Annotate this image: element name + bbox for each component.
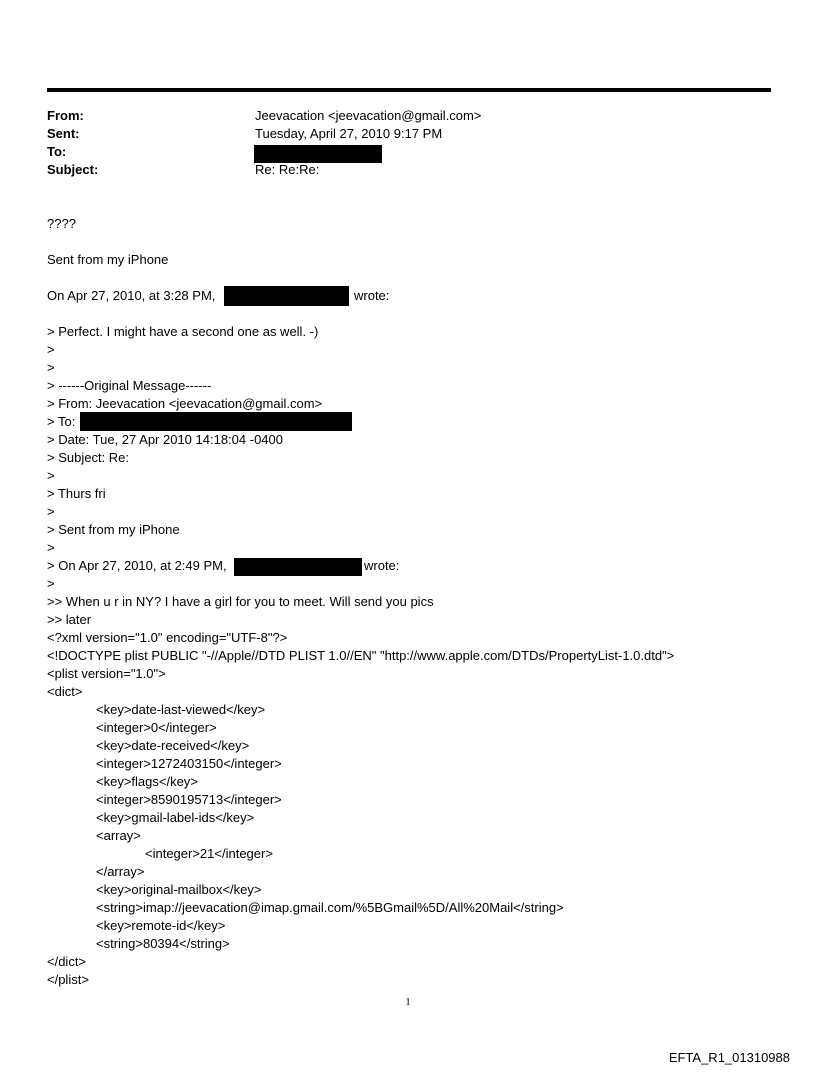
redaction-sender-2 [234, 558, 362, 576]
plist-line: <key>date-last-viewed</key> [96, 702, 266, 717]
from-label: From: [47, 108, 84, 123]
body-line: > [47, 342, 55, 357]
body-line: > On Apr 27, 2010, at 2:49 PM, [47, 558, 227, 573]
quote-intro-wrote: wrote: [354, 288, 390, 303]
body-line: > [47, 576, 55, 591]
plist-line: <key>gmail-label-ids</key> [96, 810, 255, 825]
body-line: ???? [47, 216, 76, 231]
plist-line: <dict> [47, 684, 83, 699]
subject-value: Re: Re:Re: [255, 162, 320, 177]
body-line: > To: [47, 414, 76, 429]
plist-line: <key>date-received</key> [96, 738, 250, 753]
page-number: 1 [405, 996, 411, 1008]
plist-line: </array> [96, 864, 145, 879]
plist-line: <string>imap://jeevacation@imap.gmail.com/%5BGmail%5D/All%20Mail</string> [96, 900, 564, 915]
body-line: > [47, 504, 55, 519]
plist-line: <integer>21</integer> [145, 846, 273, 861]
quote-intro: On Apr 27, 2010, at 3:28 PM, [47, 288, 216, 303]
from-value: Jeevacation <jeevacation@gmail.com> [255, 108, 482, 123]
to-label: To: [47, 144, 67, 159]
body-line: > Sent from my iPhone [47, 522, 180, 537]
body-line: > ------Original Message------ [47, 378, 212, 393]
plist-line: <key>original-mailbox</key> [96, 882, 262, 897]
body-line: Sent from my iPhone [47, 252, 169, 267]
plist-line: <string>80394</string> [96, 936, 230, 951]
body-line: > Thurs fri [47, 486, 106, 501]
quote-intro-wrote: wrote: [364, 558, 400, 573]
header-rule [47, 88, 771, 92]
plist-line: <integer>1272403150</integer> [96, 756, 282, 771]
plist-line: <key>flags</key> [96, 774, 198, 789]
redaction-to [254, 145, 382, 163]
body-line: > From: Jeevacation <jeevacation@gmail.com> [47, 396, 323, 411]
subject-label: Subject: [47, 162, 99, 177]
body-line: >> later [47, 612, 92, 627]
plist-line: <?xml version="1.0" encoding="UTF-8"?> [47, 630, 288, 645]
plist-line: <integer>8590195713</integer> [96, 792, 282, 807]
plist-line: <key>remote-id</key> [96, 918, 226, 933]
plist-line: </dict> [47, 954, 87, 969]
plist-line: <integer>0</integer> [96, 720, 217, 735]
plist-line: <array> [96, 828, 141, 843]
sent-label: Sent: [47, 126, 80, 141]
body-line: > Subject: Re: [47, 450, 130, 465]
plist-line: </plist> [47, 972, 89, 987]
body-line: >> When u r in NY? I have a girl for you to meet. Will send you pics [47, 594, 434, 609]
document-id: EFTA_R1_01310988 [668, 1050, 790, 1065]
body-line: > [47, 468, 55, 483]
body-line: > [47, 540, 55, 555]
redaction-sender [224, 286, 349, 306]
redaction-recipient [80, 412, 352, 431]
sent-value: Tuesday, April 27, 2010 9:17 PM [255, 126, 443, 141]
plist-line: <!DOCTYPE plist PUBLIC "-//Apple//DTD PLIST 1.0//EN" "http://www.apple.com/DTDs/PropertyList-1.0.dtd"> [47, 648, 675, 663]
plist-line: <plist version="1.0"> [47, 666, 166, 681]
body-line: > Date: Tue, 27 Apr 2010 14:18:04 -0400 [47, 432, 283, 447]
body-line: > [47, 360, 55, 375]
body-line: > Perfect. I might have a second one as well. -) [47, 324, 319, 339]
